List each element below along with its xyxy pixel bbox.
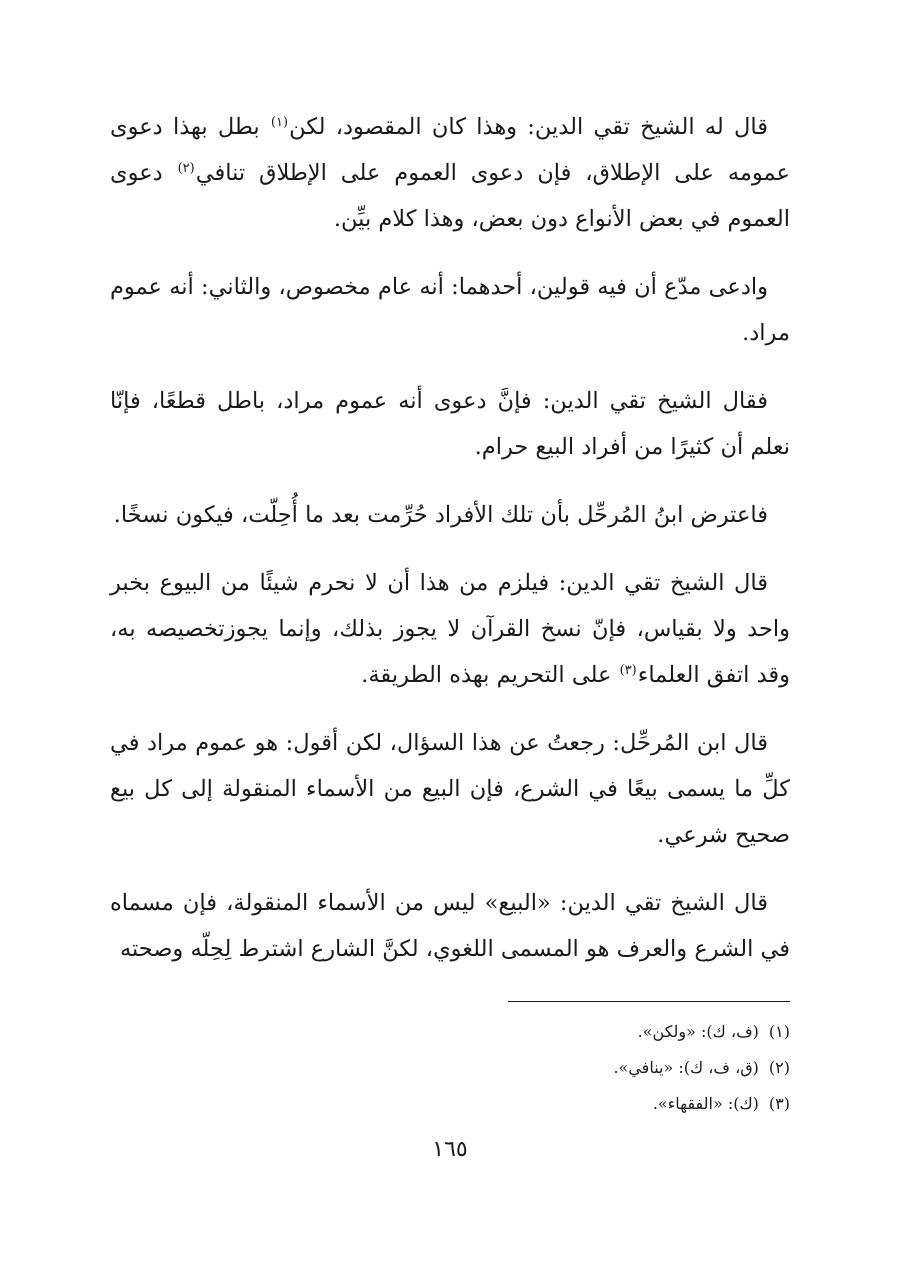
paragraph-text: بطل بهذا دعوى عمومه على الإطلاق، فإن دعوى العموم على الإطلاق تنافي (110, 114, 790, 186)
footnote-number: (١) (768, 1022, 790, 1041)
paragraph (110, 880, 790, 972)
paragraph (110, 264, 790, 356)
main-text (110, 104, 790, 972)
paragraph-text: فاعترض ابنُ المُرحِّل بأن تلك الأفراد حُرِّمت بعد ما أُحِلّت، فيكون نسخًا. (113, 502, 768, 528)
paragraph-text: قال الشيخ تقي الدين: فيلزم من هذا أن لا نحرم شيئًا من البيوع بخبر واحد ولا بقياس، فإنّ نسخ القرآن لا يجوز بذلك، وإنما يجوزتخصيصه به، وقد اتفق العلماء (110, 570, 790, 688)
paragraph (110, 378, 790, 470)
paragraph-text: على التحريم بهذه الطريقة. (361, 662, 619, 688)
footnote-text: (ك): «الفقهاء». (652, 1094, 759, 1113)
footnotes (110, 1014, 790, 1122)
footnote-text: (ق، ف، ك): «ينافي». (613, 1058, 759, 1077)
footnote-marker: (٣) (619, 662, 637, 678)
footnote-separator (508, 1001, 790, 1002)
paragraph (110, 104, 790, 242)
paragraph-text: قال ابن المُرحِّل: رجعتُ عن هذا السؤال، لكن أقول: هو عموم مراد في كلِّ ما يسمى بيعًا في الشرع، فإن البيع من الأسماء المنقولة إلى كل بيع صحيح شرعي. (110, 730, 790, 848)
footnote-number: (٣) (768, 1094, 790, 1113)
paragraph (110, 492, 790, 538)
paragraph-text: قال له الشيخ تقي الدين: وهذا كان المقصود، لكن (289, 114, 769, 140)
paragraph-text: قال الشيخ تقي الدين: «البيع» ليس من الأسماء المنقولة، فإن مسماه في الشرع والعرف هو المسمى اللغوي، لكنَّ الشارع اشترط لِحِلّه وصحته (110, 890, 790, 962)
paragraph-text: دعوى العموم في بعض الأنواع دون بعض، وهذا كلام بيِّن. (110, 160, 790, 232)
footnote (110, 1014, 790, 1050)
footnote-text: (ف، ك): «ولكن». (637, 1022, 759, 1041)
paragraph (110, 720, 790, 858)
footnote (110, 1050, 790, 1086)
footnote (110, 1086, 790, 1122)
footnote-marker: (٢) (177, 160, 195, 176)
paragraph-text: فقال الشيخ تقي الدين: فإنَّ دعوى أنه عموم مراد، باطل قطعًا، فإنّا نعلم أن كثيرًا من أفراد البيع حرام. (110, 388, 790, 460)
footnote-number: (٢) (768, 1058, 790, 1077)
paragraph-text: وادعى مدّع أن فيه قولين، أحدهما: أنه عام مخصوص، والثاني: أنه عموم مراد. (110, 274, 790, 346)
page-number: ١٦٥ (432, 1137, 468, 1162)
paragraph (110, 560, 790, 698)
footnote-marker: (١) (270, 114, 289, 130)
